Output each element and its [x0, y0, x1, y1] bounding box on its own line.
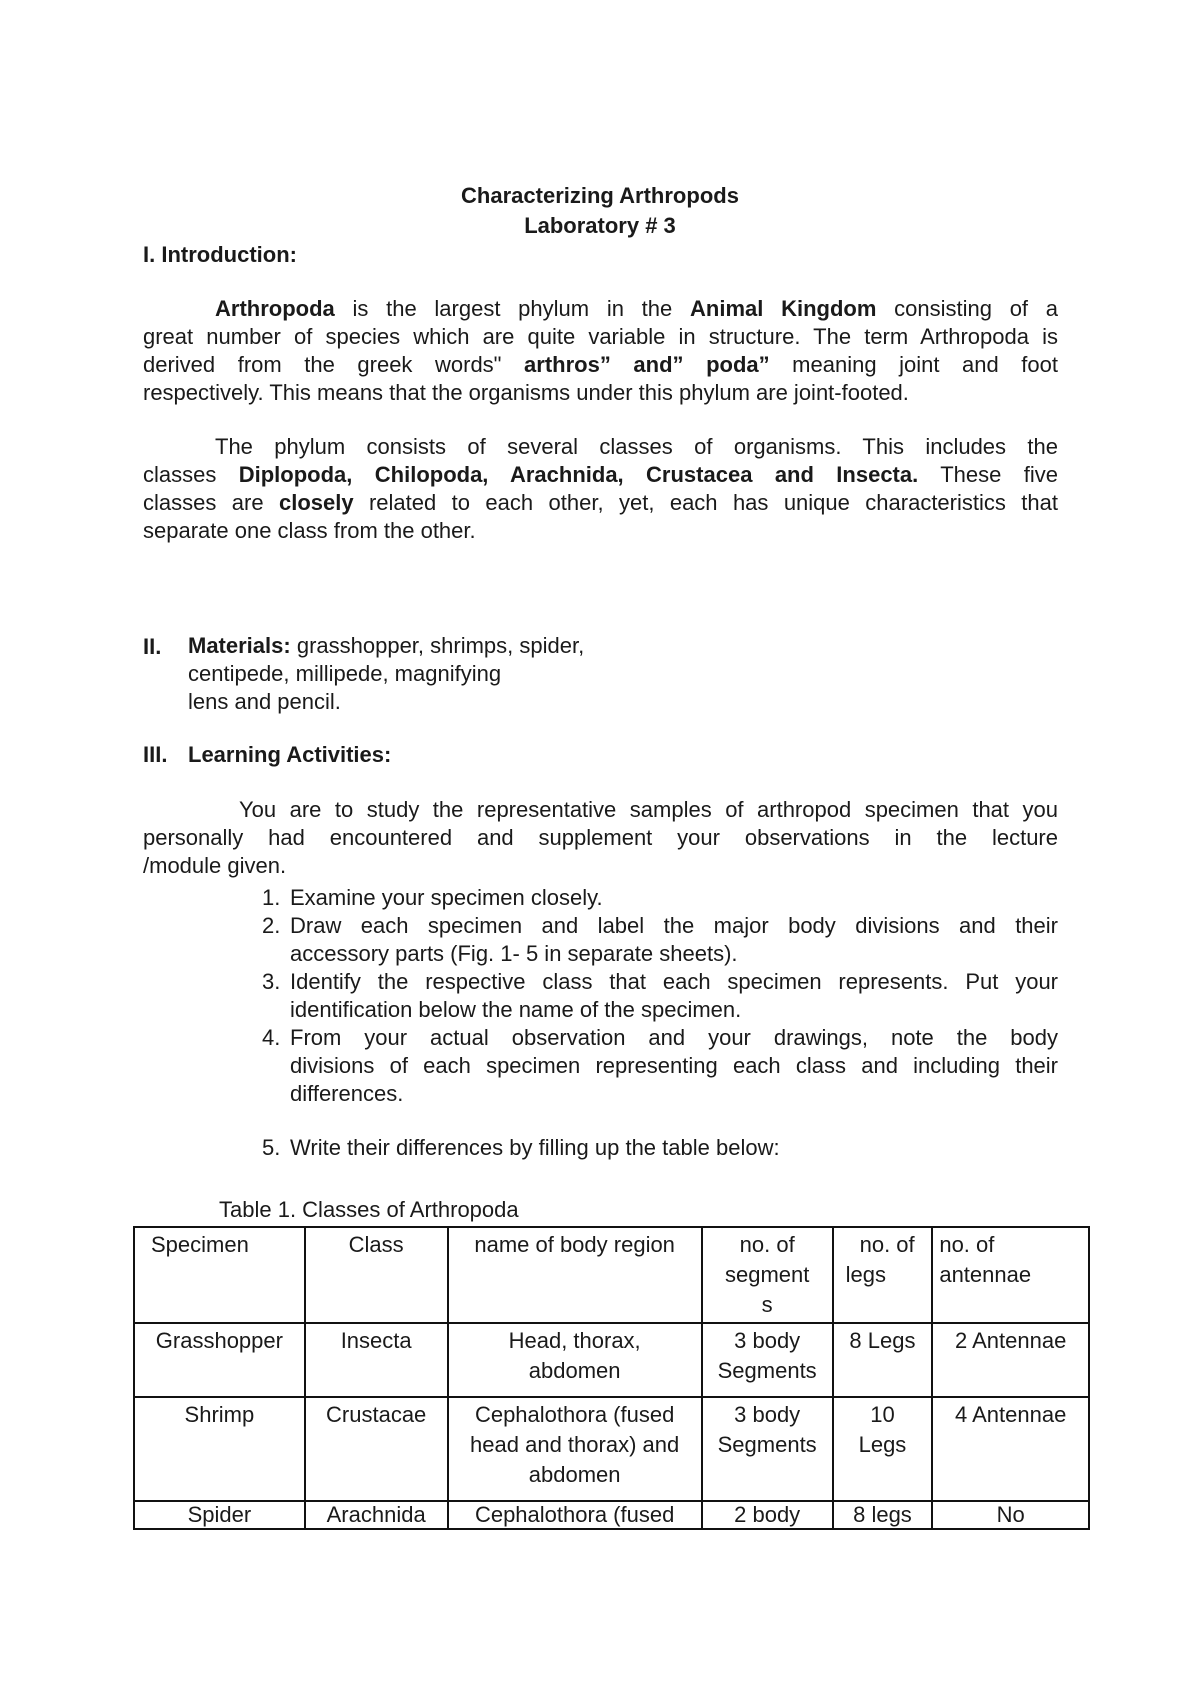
- materials-line-3: lens and pencil.: [188, 689, 341, 714]
- term-classes: Diplopoda, Chilopoda, Arachnida, Crustacea and Insecta.: [238, 462, 919, 487]
- para-line: personally had encountered and supplement your observations in the lecture: [143, 825, 1058, 850]
- cell-line: 8 Legs: [849, 1328, 916, 1353]
- materials-line-2: centipede, millipede, magnifying: [188, 661, 502, 686]
- cell-specimen: Shrimp: [134, 1397, 305, 1501]
- cell-line: abdomen: [528, 1462, 621, 1487]
- header-line: no. of: [739, 1232, 795, 1257]
- cell-specimen: Grasshopper: [134, 1323, 305, 1397]
- list-item: [262, 912, 1058, 968]
- document-subtitle: Laboratory # 3: [524, 213, 676, 238]
- materials-number: II.: [143, 634, 162, 659]
- para-line: You are to study the representative samples of arthropod specimen that you: [239, 797, 1058, 822]
- header-line: no. of: [859, 1232, 915, 1257]
- cell-line: 2 body: [734, 1502, 801, 1527]
- para-line: separate one class from the other.: [143, 518, 476, 543]
- term-animal-kingdom: Animal Kingdom: [690, 296, 877, 321]
- cell-line: 3 body: [734, 1402, 801, 1427]
- para-line: /module given.: [143, 853, 287, 878]
- text-span: These five: [918, 462, 1058, 487]
- header-segments: [702, 1227, 833, 1323]
- term-arthropoda: Arthropoda: [215, 296, 335, 321]
- intro-paragraph-2: [143, 433, 1058, 545]
- para-line: [143, 461, 1058, 489]
- table-row: [134, 1323, 1089, 1397]
- header-antennae: [932, 1227, 1089, 1323]
- materials-label: Materials:: [188, 633, 291, 658]
- document-title: Characterizing Arthropods: [461, 183, 739, 208]
- intro-heading: I. Introduction:: [143, 242, 297, 267]
- text-span: grasshopper, shrimps, spider,: [290, 633, 585, 658]
- cell-segments: [702, 1397, 833, 1501]
- list-item: [262, 884, 1058, 912]
- header-line: legs: [845, 1262, 886, 1287]
- list-number: 1.: [262, 885, 281, 910]
- cell-line: Head, thorax,: [508, 1328, 641, 1353]
- list-line: Identify the respective class that each specimen represents. Put your: [290, 969, 1058, 994]
- cell-line: Cephalothora (fused: [474, 1502, 675, 1527]
- list-line: accessory parts (Fig. 1- 5 in separate sheets).: [290, 941, 738, 966]
- cell-line: 10: [870, 1402, 895, 1427]
- cell-body-region: [448, 1323, 702, 1397]
- cell-line: 3 body: [734, 1328, 801, 1353]
- list-line: divisions of each specimen representing each class and including their: [290, 1053, 1058, 1078]
- header-class: Class: [305, 1227, 448, 1323]
- list-line: Draw each specimen and label the major body divisions and their: [290, 913, 1058, 938]
- table-caption: Table 1. Classes of Arthropoda: [219, 1197, 519, 1222]
- cell-line: abdomen: [528, 1358, 621, 1383]
- cell-body-region: [448, 1397, 702, 1501]
- cell-line: head and thorax) and: [470, 1432, 680, 1457]
- list-line: From your actual observation and your drawings, note the body: [290, 1025, 1058, 1050]
- para-line: [143, 351, 1058, 379]
- cell-line: Segments: [717, 1432, 817, 1457]
- table-row: [134, 1501, 1089, 1529]
- list-line: identification below the name of the specimen.: [290, 997, 742, 1022]
- cell-class: Arachnida: [305, 1501, 448, 1529]
- materials-section: [188, 632, 584, 716]
- cell-legs: [833, 1397, 933, 1501]
- para-line: great number of species which are quite variable in structure. The term Arthropoda is: [143, 324, 1058, 349]
- text-span: meaning joint and foot: [769, 352, 1058, 377]
- cell-antennae: No: [932, 1501, 1089, 1529]
- cell-legs: [833, 1501, 933, 1529]
- text-span: classes are: [143, 490, 279, 515]
- cell-line: Segments: [717, 1358, 817, 1383]
- list-item: [262, 1024, 1058, 1108]
- list-number: 4.: [262, 1025, 281, 1050]
- activities-number: III.: [143, 742, 168, 767]
- header-body-region: name of body region: [448, 1227, 702, 1323]
- cell-legs: [833, 1323, 933, 1397]
- list-number: 3.: [262, 969, 281, 994]
- text-span: classes: [143, 462, 239, 487]
- header-specimen: Specimen: [134, 1227, 305, 1323]
- arthropoda-table: [133, 1226, 1090, 1530]
- header-line: antennae: [939, 1262, 1032, 1287]
- cell-body-region: [448, 1501, 702, 1529]
- table-row: [134, 1397, 1089, 1501]
- activities-paragraph: [143, 796, 1058, 880]
- cell-class: Insecta: [305, 1323, 448, 1397]
- cell-specimen: Spider: [134, 1501, 305, 1529]
- cell-antennae: 2 Antennae: [932, 1323, 1089, 1397]
- term-arthros-poda: arthros” and” poda”: [524, 352, 770, 377]
- cell-class: Crustacae: [305, 1397, 448, 1501]
- cell-line: Legs: [858, 1432, 907, 1457]
- list-line: differences.: [290, 1081, 404, 1106]
- list-line: Examine your specimen closely.: [290, 885, 603, 910]
- header-legs: [833, 1227, 933, 1323]
- cell-line: 8 legs: [853, 1502, 912, 1527]
- list-number: 5.: [262, 1135, 281, 1160]
- para-line: [143, 295, 1058, 323]
- term-closely: closely: [278, 490, 354, 515]
- table-header-row: [134, 1227, 1089, 1323]
- header-line: s: [761, 1292, 773, 1317]
- list-number: 2.: [262, 913, 281, 938]
- header-line: segment: [724, 1262, 810, 1287]
- intro-paragraph-1: [143, 295, 1058, 407]
- activities-list: [262, 884, 1058, 1162]
- para-line: respectively. This means that the organisms under this phylum are joint-footed.: [143, 380, 909, 405]
- para-line: [143, 489, 1058, 517]
- text-span: consisting of a: [876, 296, 1059, 321]
- activities-heading: Learning Activities:: [188, 742, 392, 767]
- text-span: related to each other, yet, each has unique characteristics that: [353, 490, 1058, 515]
- text-span: is the largest phylum in the: [334, 296, 690, 321]
- header-line: no. of: [939, 1232, 995, 1257]
- materials-line-1: [188, 632, 584, 660]
- list-line: Write their differences by filling up the table below:: [290, 1135, 780, 1160]
- text-span: derived from the greek words": [143, 352, 525, 377]
- cell-segments: [702, 1501, 833, 1529]
- list-item: [262, 1134, 1058, 1162]
- cell-antennae: 4 Antennae: [932, 1397, 1089, 1501]
- para-line: The phylum consists of several classes of organisms. This includes the: [215, 434, 1058, 459]
- cell-segments: [702, 1323, 833, 1397]
- cell-line: Cephalothora (fused: [474, 1402, 675, 1427]
- list-item: [262, 968, 1058, 1024]
